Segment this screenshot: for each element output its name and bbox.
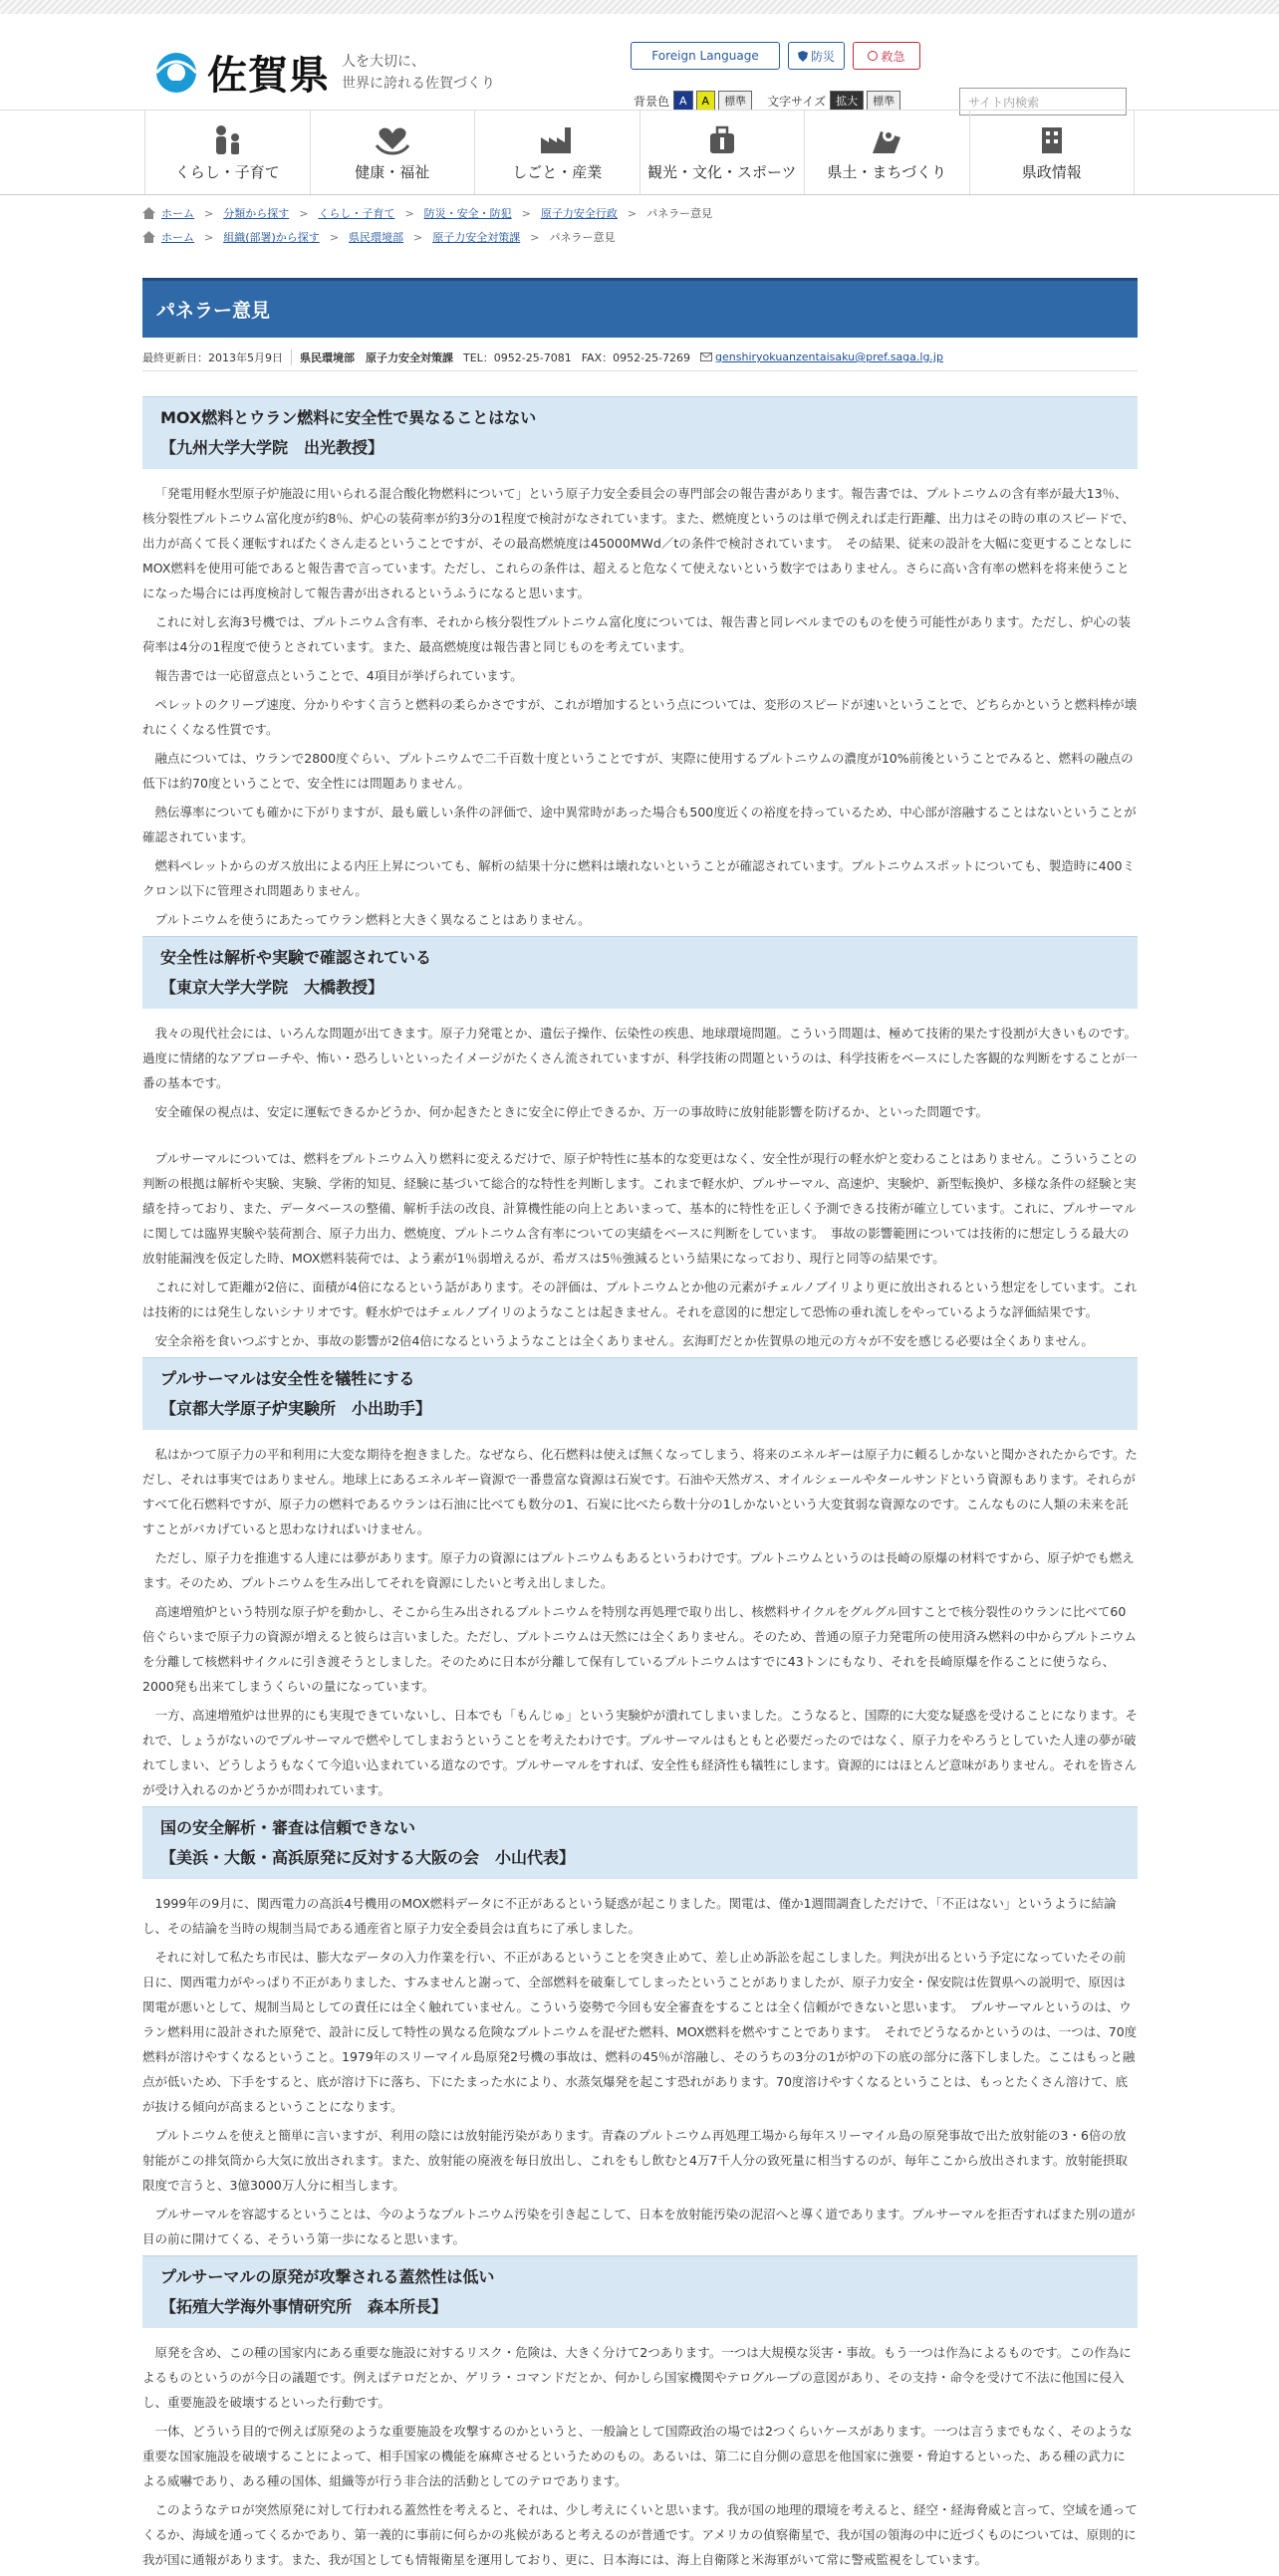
mail-icon	[700, 352, 712, 361]
paragraph: 一方、高速増殖炉は世界的にも実現できていないし、日本でも「もんじゅ」という実験炉が潰れてしまいました。こうなると、国際的に大変な疑惑を受けることになります。それで、しょうがないのでプルサーマルで燃やしてしまおうということを考えたわけです。プルサーマルはもともと必要だったのではなく、原子力をやろうとしていた人達の夢が破れてしまい、どうしようもなくて今追い込まれている道なのです。プルサーマルをすれば、安全性も経済性も犠牲にします。資源的にはほとんど意味がありません。それを皆さんが受け入れるのかどうかが問われています。	[142, 1708, 1139, 1797]
breadcrumb-link[interactable]: 県民環境部	[349, 231, 404, 244]
pref-name: 佐賀県	[207, 52, 330, 99]
site-header	[0, 14, 1279, 109]
section-heading	[142, 396, 1138, 469]
nav-shigoto[interactable]: しごと・産業	[474, 111, 640, 194]
kyukyu-button[interactable]: 救急	[853, 42, 920, 70]
tel: TEL：0952-25-7081	[463, 351, 572, 364]
slogan: 人を大切に、 世界に誇れる佐賀づくり	[342, 53, 495, 92]
breadcrumb-link[interactable]: 分類から探す	[223, 207, 290, 220]
breadcrumb-link[interactable]: くらし・子育て	[318, 207, 395, 220]
nav-kenko[interactable]: 健康・福祉	[310, 111, 475, 194]
home-icon	[142, 207, 155, 219]
bousai-button[interactable]: 防災	[788, 42, 845, 70]
alert-icon	[868, 51, 878, 61]
paragraph: 私はかつて原子力の平和利用に大変な期待を抱きました。なぜなら、化石燃料は使えば無くなってしまう、将来のエネルギーは原子力に頼るしかないと聞かされたからです。ただし、それは事実ではありません。地球上にあるエネルギー資源で一番豊富な資源は石炭です。石油や天然ガス、オイルシェールやタールサンドという資源もあります。それらがすべて化石燃料ですが、原子力の燃料であるウランは石油に比べても数分の1、石炭に比べたら数十分の1しかないという大変貧弱な資源なのです。こんなものに人類の未来を託すことがバカげていると思わなければいけません。	[142, 1447, 1138, 1536]
page-meta	[142, 344, 1138, 371]
display-controls	[634, 90, 903, 112]
heart-hands-icon	[373, 123, 412, 155]
bg-standard-button[interactable]: 標準	[718, 91, 752, 111]
main-content	[142, 396, 1138, 2576]
breadcrumb-current: パネラー意見	[549, 231, 616, 244]
bg-blue-button[interactable]: A	[673, 91, 693, 111]
paragraph: ペレットのクリープ速度、分かりやすく言うと燃料の柔らかさですが、これが増加するという点については、変形のスピードが速いということで、どちらかというと燃料棒が壊れにくくなる性質です。	[142, 697, 1138, 737]
section-heading	[142, 936, 1138, 1009]
nav-kensei[interactable]: 県政情報	[969, 111, 1136, 194]
saga-logo-icon	[151, 51, 201, 95]
section-speaker: 【京都大学原子炉実験所 小出助手】	[160, 1399, 432, 1418]
paragraph: 一体、どういう目的で例えば原発のような重要施設を攻撃するのかというと、一般論として国際政治の場では2つくらいケースがあります。一つは言うまでもなく、そのような重要な国家施設を破壊することによって、相手国家の機能を麻痺させるというためのもの。あるいは、第二に自分側の意思を他国家に強要・脅迫するといった、ある種の武力による威嚇であり、ある種の国体、組織等が行う非合法的活動としてのテロであります。	[142, 2424, 1133, 2488]
foreign-language-button[interactable]: Foreign Language	[631, 42, 780, 70]
bg-color-label: 背景色	[634, 94, 670, 109]
paragraph: 「発電用軽水型原子炉施設に用いられる混合酸化物燃料について」という原子力安全委員会の専門部会の報告書があります。報告書では、プルトニウムの含有率が最大13％、核分裂性プルトニウム富化度が約8％、炉心の装荷率が約3分の1程度で検討がなされています。また、燃焼度というのは単で例えれば走行距離、出力はその時の車のスピードで、出力が高くて長く運転すればたくさん走るということですが、その最高燃焼度は45000MWd／tの条件で検討されています。 その結果、従来の設計を大幅に変更することなしにMOX燃料を使用可能であると報告書で言っています。ただし、これらの条件は、超えると危なくて使えないという数字ではありません。さらに高い含有率の燃料を将来使うことになった場合には再度検討して報告書が出されるというふうになると思います。	[142, 486, 1135, 600]
paragraph: 融点については、ウランで2800度ぐらい、プルトニウムで二千百数十度ということですが、実際に使用するプルトニウムの濃度が10%前後ということでみると、燃料の融点の低下は約70度ということで、安全性には問題ありません。	[142, 751, 1134, 791]
email-link[interactable]: genshiryokuanzentaisaku@pref.saga.lg.jp	[715, 351, 943, 363]
paragraph: 熱伝導率についても確かに下がりますが、最も厳しい条件の評価で、途中異常時があった場合も500度近くの裕度を持っているため、中心部が溶融することはないということが確認されています。	[142, 805, 1137, 844]
breadcrumb-link[interactable]: 原子力安全行政	[540, 207, 618, 220]
breadcrumb-link[interactable]: 組織(部署)から探す	[223, 231, 320, 244]
paragraph: これに対して距離が2倍に、面積が4倍になるという話があります。その評価は、プルトニウムとか他の元素がチェルノブイリより更に放出されるという想定をしています。これは技術的には発生しないシナリオです。軽水炉ではチェルノブイリのようなことは起きません。それを意図的に想定して恐怖の垂れ流しをやっているような評価結果です。	[142, 1280, 1138, 1319]
paragraph: ただし、原子力を推進する人達には夢があります。原子力の資源にはプルトニウムもあるというわけです。プルトニウムというのは長崎の原爆の材料ですから、原子炉でも燃えます。そのため、プルトニウムを生み出してそれを資源にしたいと考え出しました。	[142, 1550, 1135, 1590]
breadcrumb-link[interactable]: 原子力安全対策課	[432, 231, 521, 244]
section-title: 安全性は解析や実験で確認されている	[160, 948, 432, 967]
paragraph: それに対して私たち市民は、膨大なデータの入力作業を行い、不正があるということを突き止めて、差し止め訴訟を起こしました。判決が出るという予定になっていたその前日に、関西電力がやっぱり不正がありました、すみませんと謝って、全部燃料を破棄してしまったということがありましたが、原子力安全・保安院は佐賀県への説明で、原因は関電が悪いとして、規制当局としての責任には全く触れていません。こういう姿勢で今回も安全審査をすることは全く信頼ができないと思います。 プルサーマルというのは、ウラン燃料用に設計された原発で、設計に反して特性の異なる危険なプルトニウムを混ぜた燃料、MOX燃料を燃やすことであります。 それでどうなるかというのは、一つは、70度燃料が溶けやすくなるということ。1979年のスリーマイル島原発2号機の事故は、燃料の45％が溶融し、そのうちの3分の1が炉の下の底の部分に落下しました。ここはもっと融点が低いため、下手をすると、底が溶け下に落ち、下にたまった水により、水蒸気爆発を起こす恐れがあります。70度溶けやすくなるということは、もっとたくさん溶けて、底が抜ける傾向が高まるということになります。	[142, 1950, 1138, 2114]
section-speaker: 【拓殖大学海外事情研究所 森本所長】	[160, 2297, 448, 2316]
paragraph: 1999年の9月に、関西電力の高浜4号機用のMOX燃料データに不正があるという疑惑が起こりました。関電は、僅か1週間調査しただけで、「不正はない」というように結論し、その結論を当時の規制当局である通産省と原子力安全委員会は直ちに了承しました。	[142, 1896, 1117, 1936]
family-icon	[207, 123, 247, 155]
section-speaker: 【九州大学大学院 出光教授】	[160, 438, 384, 457]
section-heading	[142, 2255, 1138, 2328]
top-decor-band	[0, 0, 1279, 14]
bg-yellow-button[interactable]: A	[696, 91, 716, 111]
breadcrumb-link[interactable]: ホーム	[161, 231, 194, 244]
font-standard-button[interactable]: 標準	[867, 91, 900, 111]
building-icon	[1032, 123, 1072, 155]
factory-icon	[537, 123, 577, 155]
section-speaker: 【美浜・大飯・高浜原発に反対する大阪の会 小山代表】	[160, 1848, 576, 1867]
department: 県民環境部 原子力安全対策課	[300, 351, 453, 364]
section-title: プルサーマルは安全性を犠牲にする	[160, 1369, 415, 1388]
paragraph: 原発を含め、この種の国家内にある重要な施設に対するリスク・危険は、大きく分けて2つあります。一つは大規模な災害・事故。もう一つは作為によるものです。この作為によるものというのが今日の議題です。例えばテロだとか、ゲリラ・コマンドだとか、何かしら国家機関やテログループの意図があり、その支持・命令を受けて不法に他国に侵入し、重要施設を破壊するといった行動です。	[142, 2345, 1132, 2410]
section-title: プルサーマルの原発が攻撃される蓋然性は低い	[160, 2267, 495, 2286]
font-size-label: 文字サイズ	[767, 94, 827, 109]
paragraph: これに対し玄海3号機では、プルトニウム含有率、それから核分裂性プルトニウム富化度については、報告書と同レベルまでのものを使う可能性があります。ただし、炉心の装荷率は4分の1程度で使うとされています。また、最高燃焼度は報告書と同じものを考えています。	[142, 614, 1131, 654]
section-heading	[142, 1806, 1138, 1879]
last-updated: 最終更新日：2013年5月9日	[142, 350, 292, 365]
paragraph: 安全確保の視点は、安定に運転できるかどうか、何か起きたときに安全に停止できるか、万一の事故時に放射能影響を防げるか、といった問題です。	[154, 1104, 989, 1119]
breadcrumb: ホーム > 組織(部署)から探す > 県民環境部 > 原子力安全対策課 > パネラー意見	[142, 229, 1139, 245]
nav-kanko[interactable]: 観光・文化・スポーツ	[640, 111, 805, 194]
global-nav	[0, 110, 1279, 195]
paragraph: このようなテロが突然原発に対して行われる蓋然性を考えると、それは、少し考えにくいと思います。我が国の地理的環境を考えると、経空・経海脅威と言って、空域を通ってくるか、海域を通ってくるかであり、第一義的に事前に何らかの兆候があると考えるのが普通です。アメリカの偵察衛星で、我が国の領海の中に近づくものについては、原則的に我が国に通報があります。また、我が国としても情報衛星を運用しており、更に、日本海には、海上自衛隊と米海軍がいて常に警戒監視をしています。	[142, 2502, 1138, 2567]
nav-kendo[interactable]: 県土・まちづくり	[804, 111, 969, 194]
breadcrumb-current: パネラー意見	[646, 207, 713, 220]
map-pin-icon	[867, 123, 906, 155]
paragraph: プルトニウムを使うにあたってウラン燃料と大きく異なることはありません。	[154, 912, 591, 927]
nav-kurashi[interactable]: くらし・子育て	[144, 111, 310, 194]
site-logo[interactable]	[151, 44, 495, 101]
breadcrumb: ホーム > 分類から探す > くらし・子育て > 防災・安全・防犯 > 原子力安全行政 > パネラー意見	[142, 205, 1139, 221]
section-title: 国の安全解析・審査は信頼できない	[160, 1818, 416, 1837]
paragraph-spacer	[142, 1128, 1138, 1146]
paragraph: プルサーマルを容認するということは、今のようなプルトニウム汚染を引き起こして、日本を放射能汚染の泥沼へと導く道であります。プルサーマルを拒否すればまた別の道が目の前に開けてくる、そういう第一歩になると思います。	[142, 2207, 1136, 2246]
site-search-input[interactable]: サイト内検索	[959, 88, 1127, 116]
shield-icon	[798, 51, 808, 62]
paragraph: プルサーマルについては、燃料をプルトニウム入り燃料に変えるだけで、原子炉特性に基本的な変更はなく、安全性が現行の軽水炉と変わることはありません。こういうことの判断の根拠は解析や実験、実験、学術的知見、経験に基づいて総合的な特性を判断します。これまで軽水炉、プルサーマル、高速炉、実験炉、新型転換炉、多様な条件の経験と実績を持っており、また、データベースの整備、解析手法の改良、計算機性能の向上とあいまって、基本的に特性を正しく予測できる技術が確立しています。これに、プルサーマルに関しては臨界実験や装荷割合、原子力出力、燃焼度、プルトニウム含有率についての実績をベースに判断をしています。 事故の影響範囲については技術的に想定しうる最大の放射能漏洩を仮定した時、MOX燃料装荷では、よう素が1％弱増えるが、希ガスは5％強減るという結果になっており、現行と同等の結果です。	[142, 1151, 1138, 1266]
paragraph: 安全余裕を食いつぶすとか、事故の影響が2倍4倍になるというようなことは全くありません。玄海町だとか佐賀県の地元の方々が不安を感じる必要は全くありません。	[154, 1333, 1094, 1348]
paragraph: 燃料ペレットからのガス放出による内圧上昇についても、解析の結果十分に燃料は壊れないということが確認されています。プルトニウムスポットについても、製造時に400ミクロン以下に管理され問題ありません。	[142, 858, 1136, 898]
section-title: MOX燃料とウラン燃料に安全性で異なることはない	[160, 408, 537, 427]
tourism-icon	[702, 123, 742, 155]
section-speaker: 【東京大学大学院 大橋教授】	[160, 978, 384, 997]
fax: FAX：0952-25-7269	[581, 351, 691, 364]
breadcrumb-link[interactable]: 防災・安全・防犯	[423, 207, 512, 220]
paragraph: 報告書では一応留意点ということで、4項目が挙げられています。	[154, 668, 523, 683]
breadcrumb-link[interactable]: ホーム	[161, 207, 194, 220]
home-icon	[142, 231, 155, 243]
paragraph: 高速増殖炉という特別な原子炉を動かし、そこから生み出されるプルトニウムを特別な再処理で取り出し、核燃料サイクルをグルグル回すことで核分裂性のウランに比べて60倍ぐらいまで原子力の資源が増えると彼らは言いました。ただし、プルトニウムは天然には全くありません。そのため、普通の原子力発電所の使用済み燃料の中からプルトニウムを分離して核燃料サイクルに引き渡そうとしました。そのために日本が分離して保有しているプルトニウムはすでに43トンにもなり、それを長崎原爆を作ることに使うなら、2000発も出来てしまうくらいの量になっています。	[142, 1604, 1138, 1694]
section-heading	[142, 1357, 1138, 1430]
paragraph: 我々の現代社会には、いろんな問題が出てきます。原子力発電とか、遺伝子操作、伝染性の疾患、地球環境問題。こういう問題は、極めて技術的果たす役割が大きいものです。過度に情緒的なアプローチや、怖い・恐ろしいといったイメージがたくさん流されていますが、科学技術の問題というのは、科学技術をベースにした客観的な判断をすることが一番の基本です。	[142, 1026, 1138, 1090]
page-title: パネラー意見	[142, 278, 1138, 338]
font-enlarge-button[interactable]: 拡大	[830, 91, 864, 111]
paragraph: プルトニウムを使えと簡単に言いますが、利用の陰には放射能汚染があります。青森のプルトニウム再処理工場から毎年スリーマイル島の原発事故で出た放射能の3・6倍の放射能がこの排気筒から大気に放出されます。また、放射能の廃液を毎日放出し、これをもし飲むと4万7千人分の致死量に相当するのが、毎年ここから放出されます。放射能摂取限度で言うと、3億3000万人分に相当します。	[142, 2128, 1128, 2193]
